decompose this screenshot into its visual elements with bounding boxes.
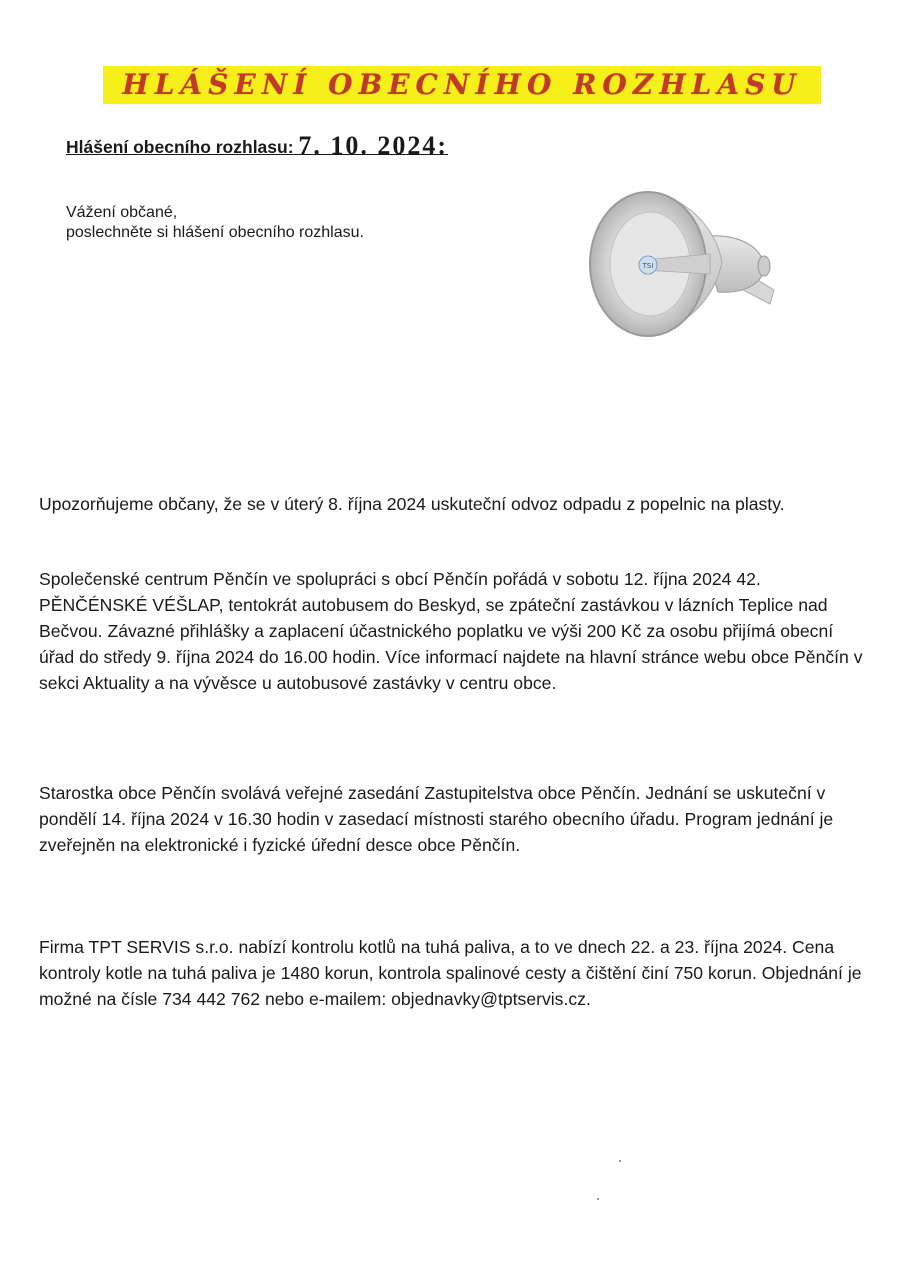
announcement-date: 7. 10. 2024: (298, 131, 449, 160)
announcement-paragraph: Starostka obce Pěnčín svolává veřejné zasedání Zastupitelstva obce Pěnčín. Jednání se uskuteční v pondělí 14. října 2024 v 16.30 hodin v zasedací místnosti starého obecního úřadu. Program jednání je zveřejněn na elektronické i fyzické úřední desce obce Pěnčín. (39, 783, 834, 855)
title-highlight (103, 66, 821, 104)
loudspeaker-icon (582, 182, 788, 348)
greeting-line-2: poslechněte si hlášení obecního rozhlasu. (66, 224, 364, 241)
announcement-heading (66, 132, 448, 161)
greeting-line-1: Vážení občané, (66, 204, 178, 221)
announcement-paragraph: Upozorňujeme občany, že se v úterý 8. října 2024 uskuteční odvoz odpadu z popelnic na plasty. (39, 494, 785, 514)
announcement-paragraph: Firma TPT SERVIS s.r.o. nabízí kontrolu kotlů na tuhá paliva, a to ve dnech 22. a 23. října 2024. Cena kontroly kotle na tuhá paliva je 1480 korun, kontrola spalinové cesty a čištění činí 750 korun. Objednání je možné na čísle 734 442 762 nebo e-mailem: objednavky@tptservis.cz. (39, 937, 862, 1009)
page-title: HLÁŠENÍ OBECNÍHO ROZHLASU (122, 68, 802, 101)
announcement-heading-label: Hlášení obecního rozhlasu: (66, 137, 294, 157)
scan-speck (597, 1198, 599, 1200)
speaker-badge: TSI (642, 262, 654, 270)
greeting (66, 203, 364, 243)
scan-speck (619, 1160, 621, 1162)
announcement-paragraph: Společenské centrum Pěnčín ve spolupráci s obcí Pěnčín pořádá v sobotu 12. října 2024 42. PĚNČÉNSKÉ VÉŠLAP, tentokrát autobusem do Beskyd, se zpáteční zastávkou v lázních Teplice nad Bečvou. Závazné přihlášky a zaplacení účastnického poplatku ve výši 200 Kč za osobu přijímá obecní úřad do středy 9. října 2024 do 16.00 hodin. Více informací najdete na hlavní stránce webu obce Pěnčín v sekci Aktuality a na vývěsce u autobusové zastávky v centru obce. (39, 569, 863, 693)
